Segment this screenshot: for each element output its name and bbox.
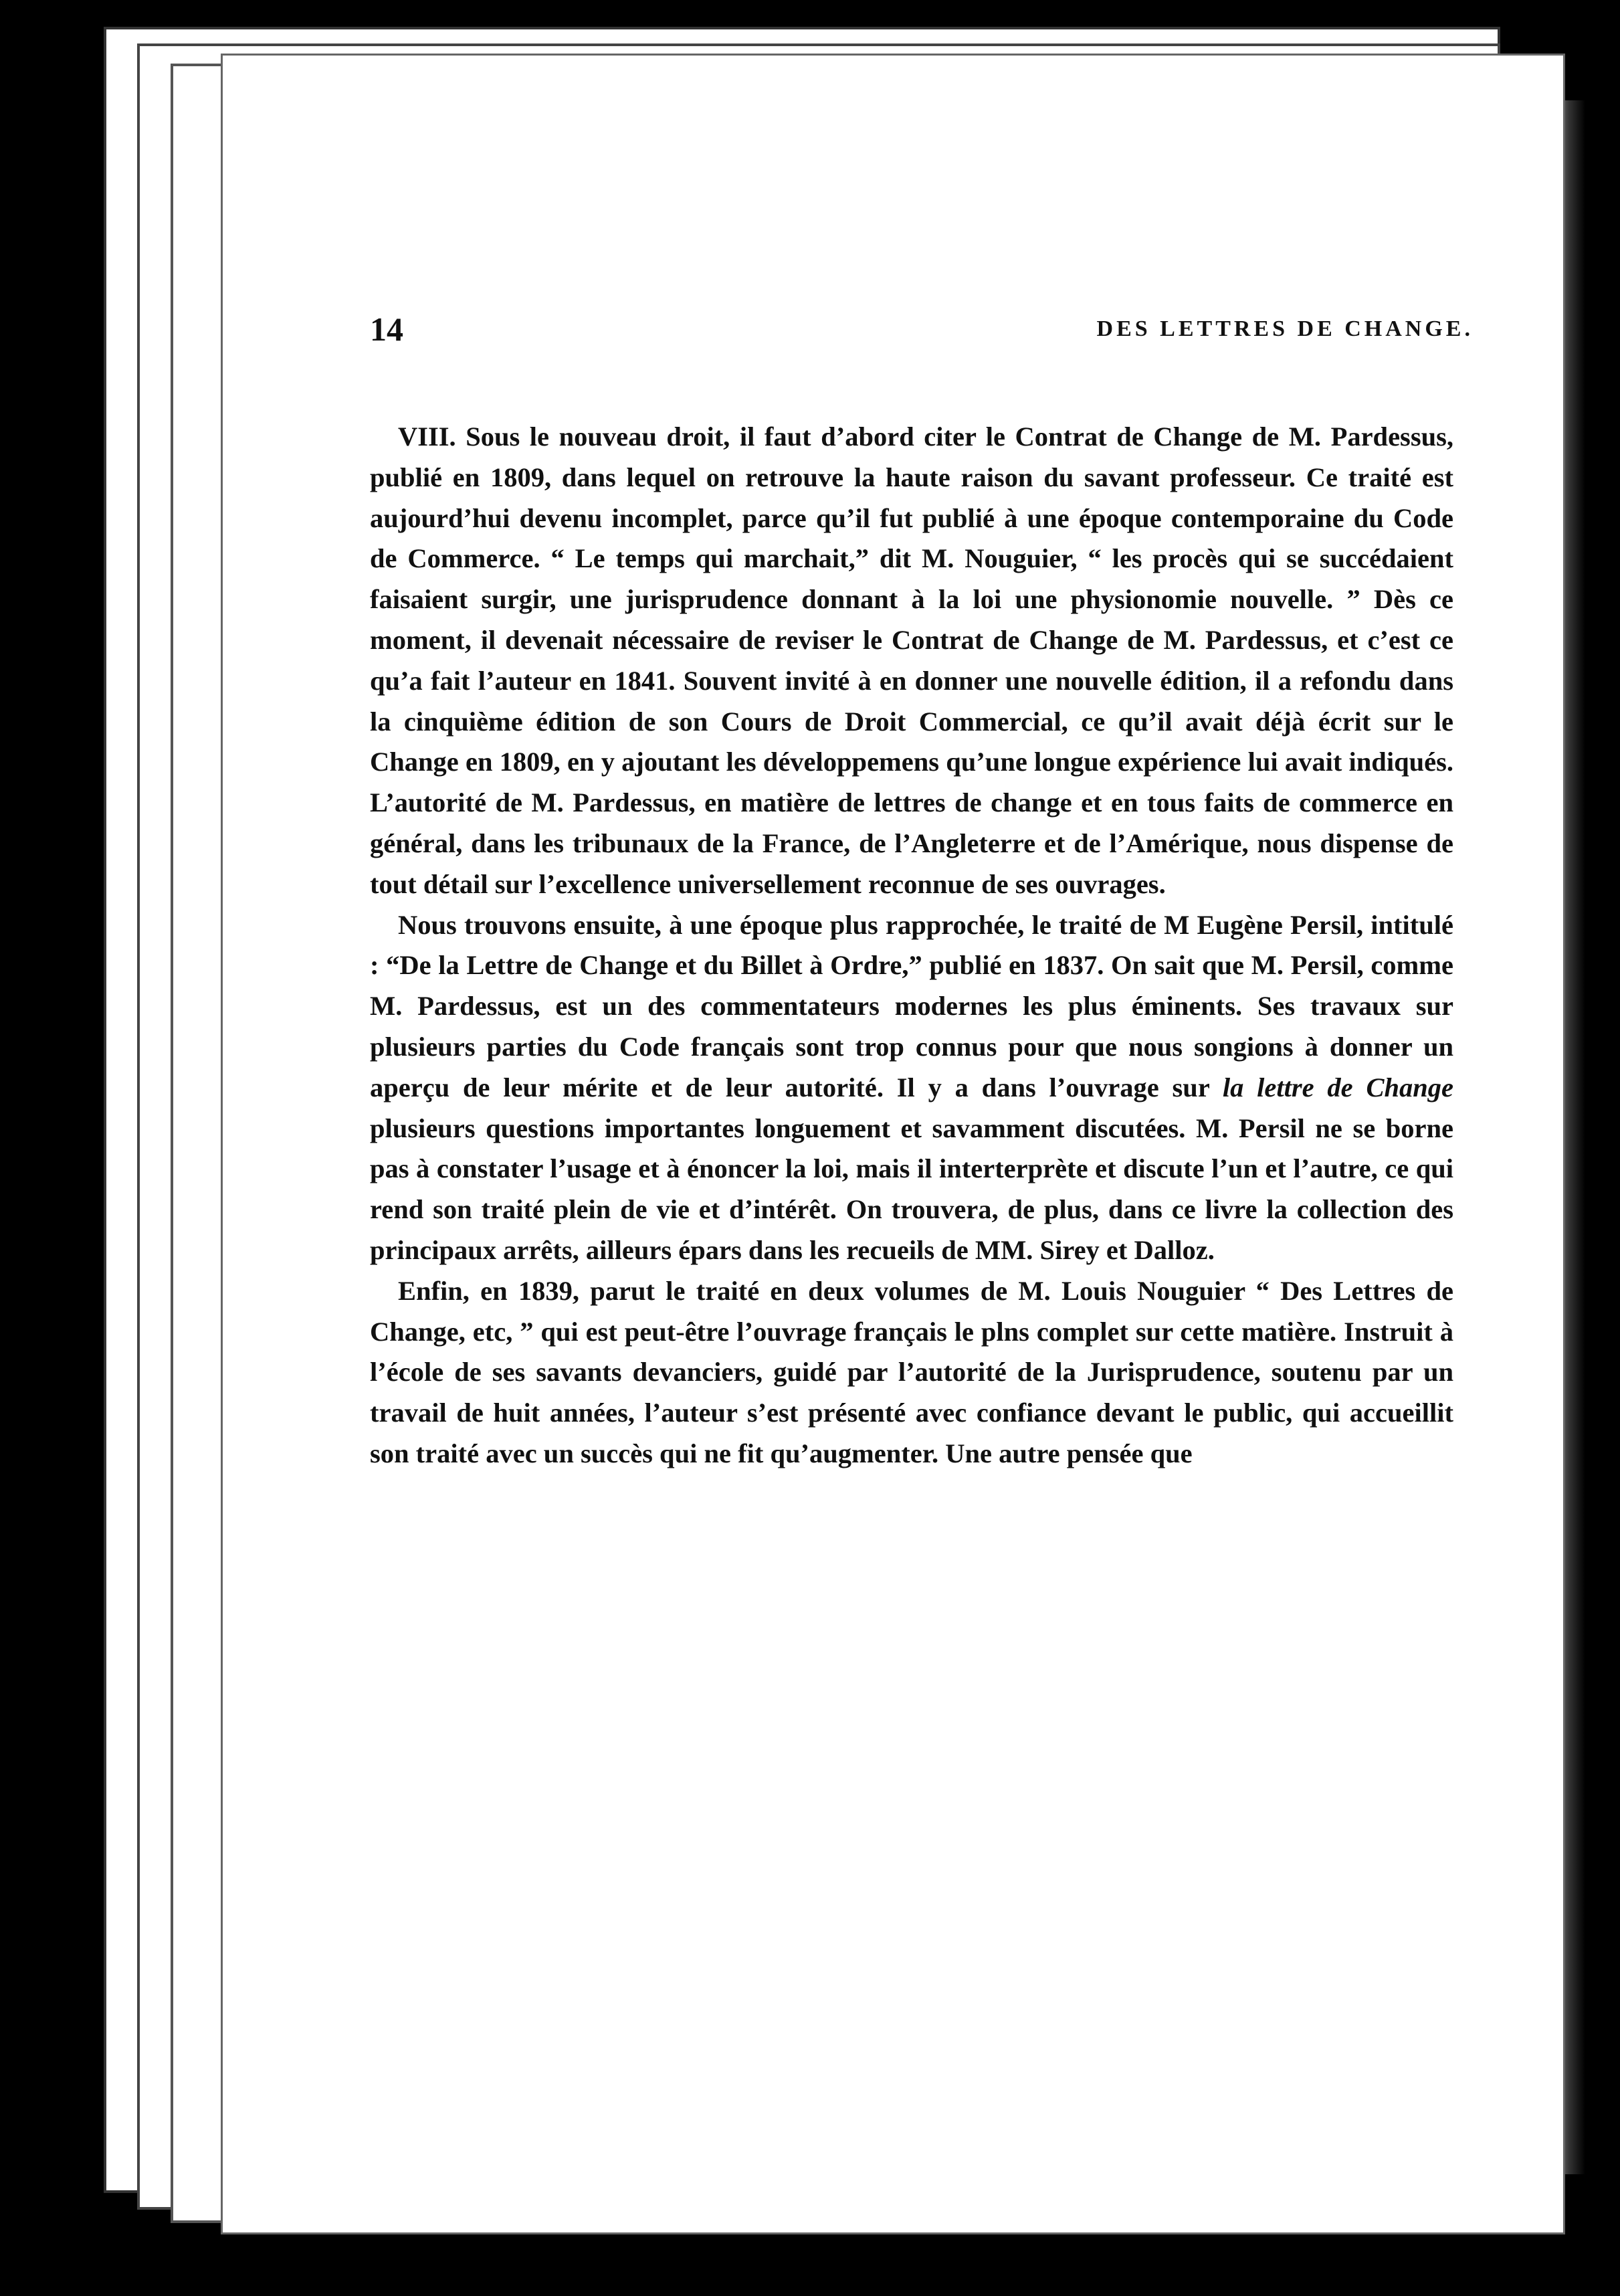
paragraph bbox=[370, 417, 1453, 905]
paragraph-text: Sous le nouveau droit, il faut d’abord citer le Contrat de Change de M. Pardessus, publié en 1809, dans lequel on retrouve la haute raison du savant professeur. Ce traité est aujourd’hui devenu incomplet, parce qu’il fut publié à une époque contemporaine du Code de Commerce. “ Le temps qui marchait,” dit M. Nouguier, “ les procès qui se succédaient faisaient surgir, une jurisprudence donnant à la loi une physionomie nouvelle. ” Dès ce moment, il devenait nécessaire de reviser le Contrat de Change de M. Pardessus, et c’est ce qu’a fait l’auteur en 1841. Souvent invité à en donner une nouvelle édition, il a refondu dans la cinquième édition de son Cours de Droit Commercial, ce qu’il avait déjà écrit sur le Change en 1809, en y ajoutant les développemens qu’une longue expérience lui avait indiqués. L’autorité de M. Pardessus, en matière de lettres de change et en tous faits de commerce en général, dans les tribunaux de la France, de l’Angleterre et de l’Amérique, nous dispense de tout détail sur l’excellence universellement reconnue de ses ouvrages. bbox=[370, 421, 1453, 899]
body-text bbox=[370, 417, 1453, 1474]
italic-title: la lettre de Change bbox=[1222, 1072, 1453, 1103]
paragraph-text: Enfin, en 1839, parut le traité en deux volumes de M. Louis Nouguier “ Des Lettres de Change, etc, ” qui est peut-être l’ouvrage français le plns complet sur cette matière. Instruit à l’école de ses savants devanciers, guidé par l’autorité de la Jurisprudence, soutenu par un travail de huit années, l’auteur s’est présenté avec confiance devant le public, qui accueillit son traité avec un succès qui ne fit qu’augmenter. Une autre pensée que bbox=[370, 1275, 1453, 1468]
paragraph-text: Nous trouvons ensuite, à une époque plus rapprochée, le traité de M Eugène Persil, intitulé : “De la Lettre de Change et du Billet à Ordre,” publié en 1837. On sait que M. Persil, comme M. Pardessus, est un des commentateurs modernes les plus éminents. Ses travaux sur plusieurs parties du Code français sont trop connus pour que nous songions à donner un aperçu de leur mérite et de leur autorité. Il y a dans l’ouvrage sur bbox=[370, 909, 1453, 1103]
page-number: 14 bbox=[370, 310, 403, 348]
book-page bbox=[221, 54, 1565, 2234]
paragraph bbox=[370, 905, 1453, 1271]
paragraph bbox=[370, 1271, 1453, 1474]
running-head: DES LETTRES DE CHANGE. bbox=[1096, 316, 1474, 341]
paragraph-text: plusieurs questions importantes longuement et savamment discutées. M. Persil ne se borne pas à constater l’usage et à énoncer la loi, mais il interterprète et discute l’un et l’autre, ce qui rend son traité plein de vie et d’intérêt. On trouvera, de plus, dans ce livre la collection des principaux arrêts, ailleurs épars dans les recueils de MM. Sirey et Dalloz. bbox=[370, 1113, 1453, 1265]
section-number: VIII. bbox=[398, 421, 456, 452]
page-header bbox=[370, 310, 1474, 350]
